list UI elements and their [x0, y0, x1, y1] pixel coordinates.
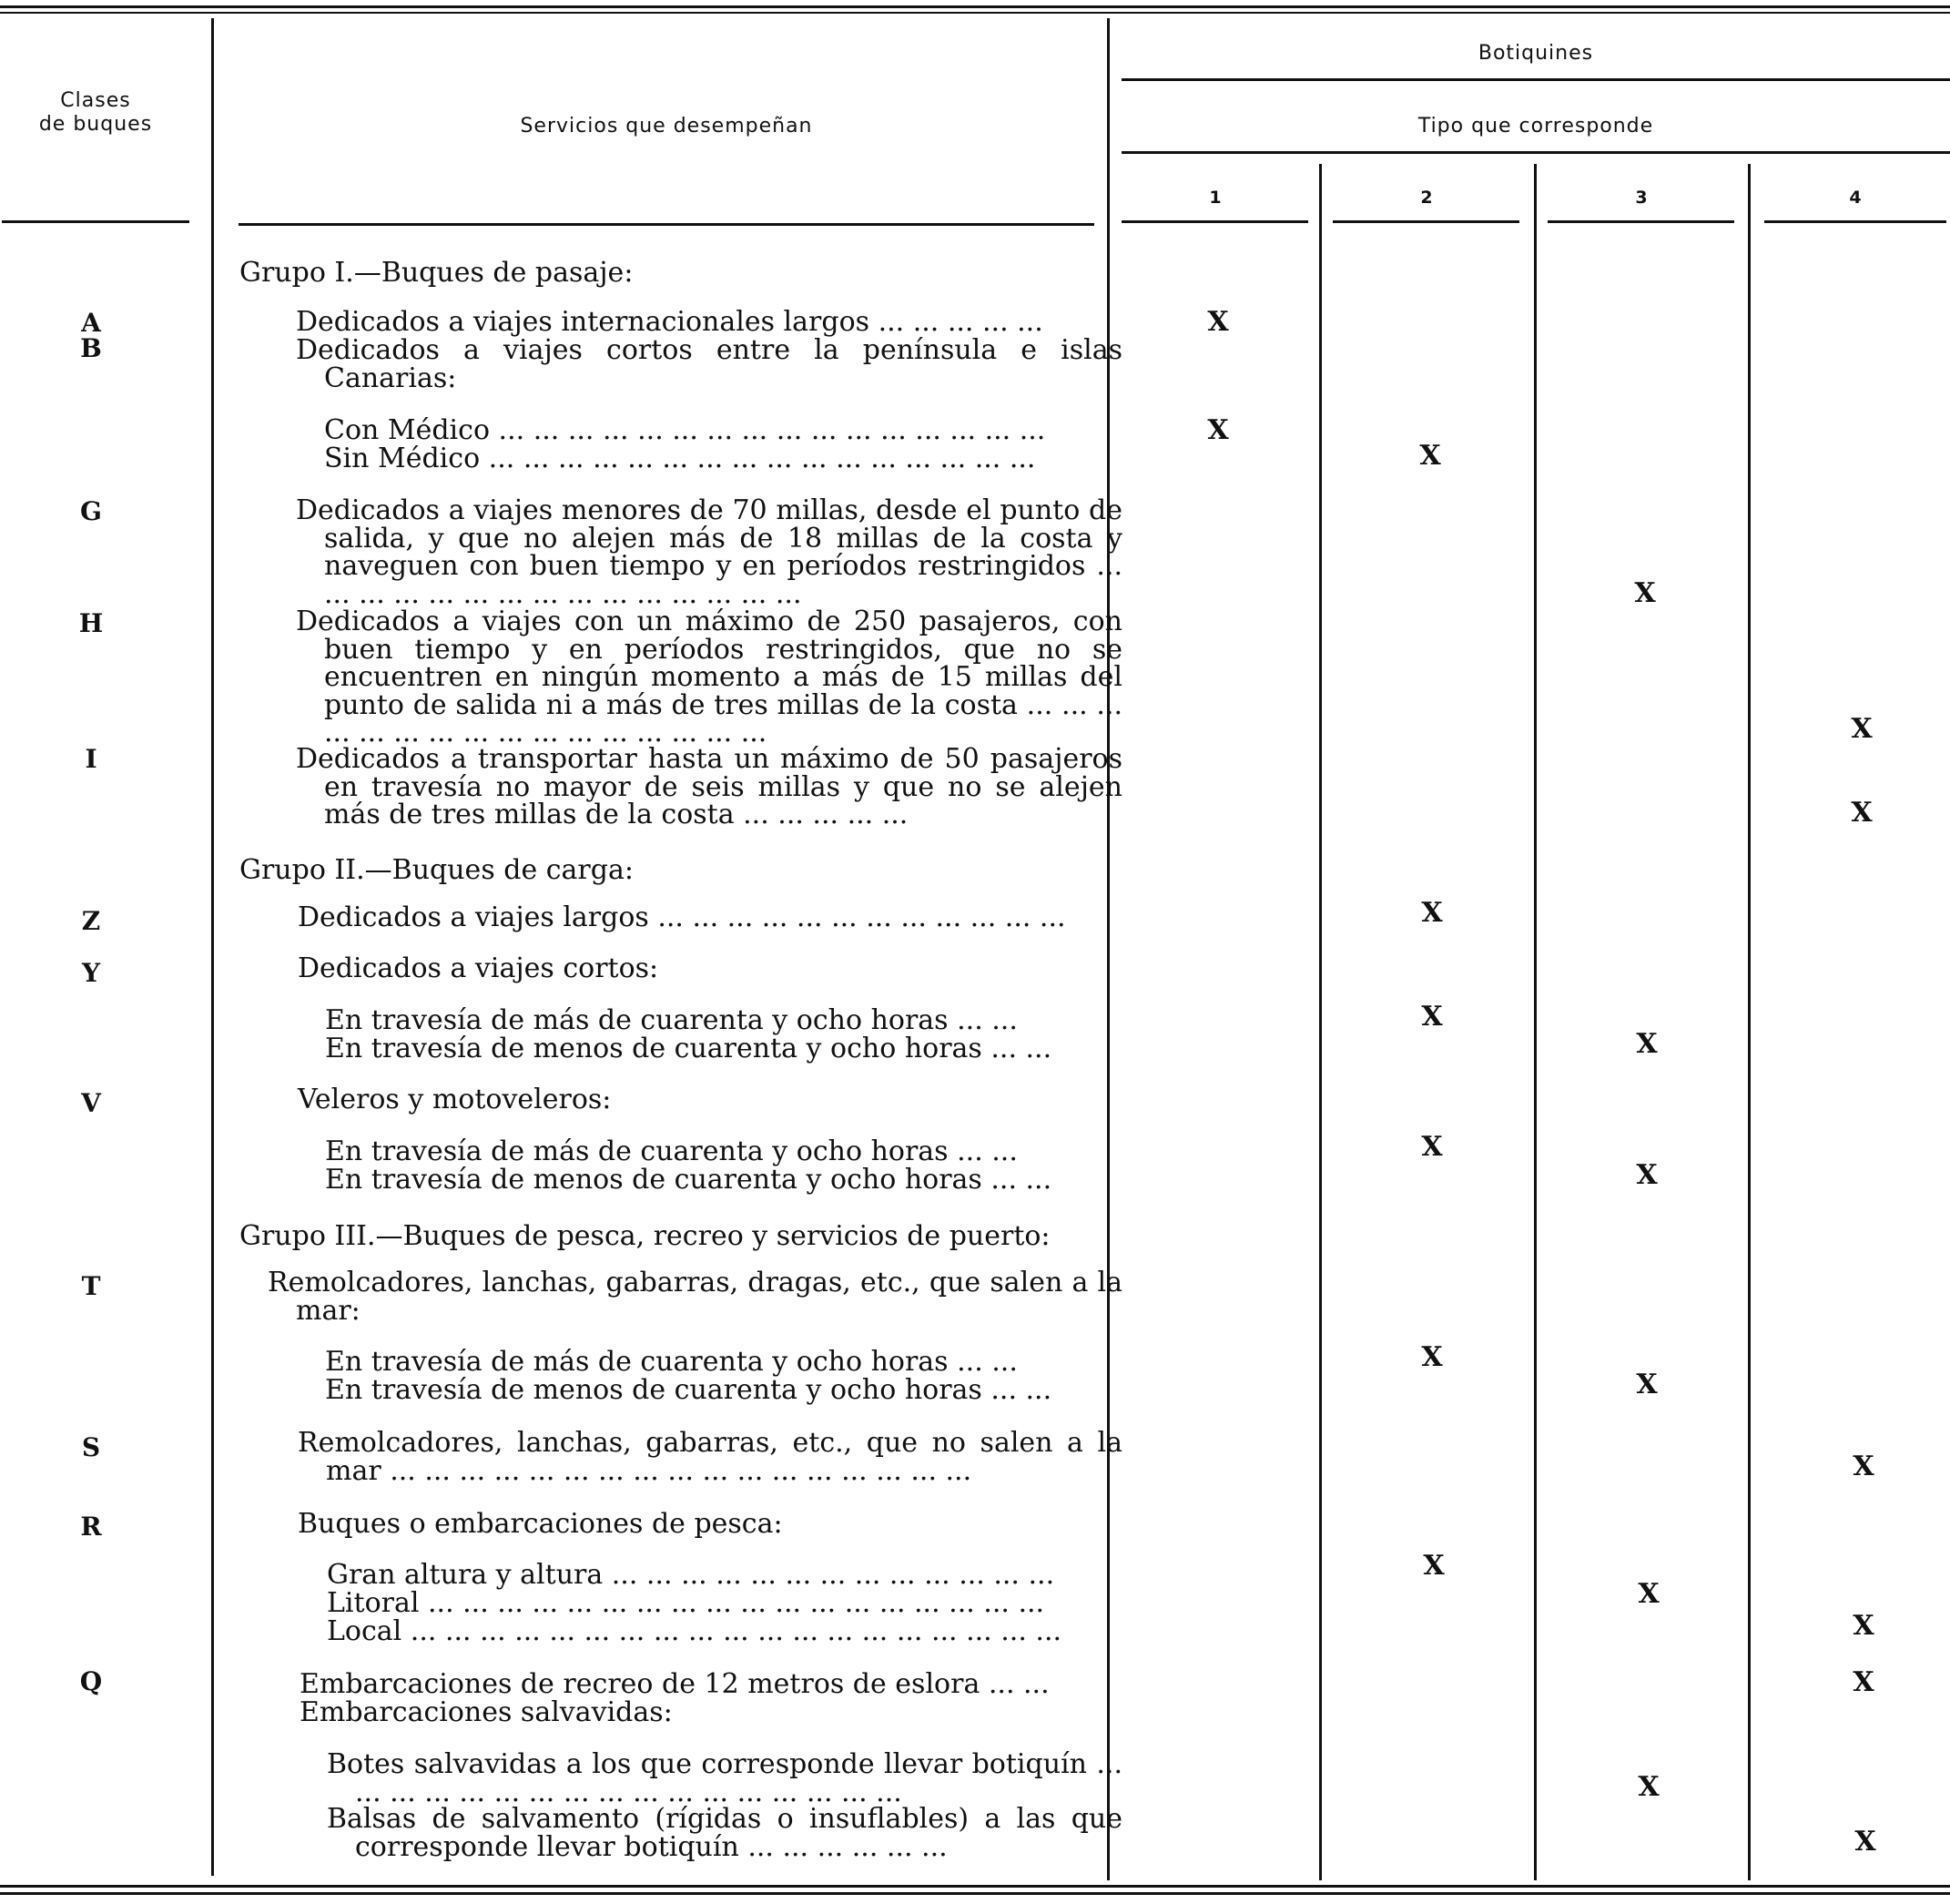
class-letter: T	[81, 1271, 101, 1301]
bottom-rule-2	[0, 1892, 1950, 1895]
service-row: En travesía de menos de cuarenta y ocho horas ... ...	[325, 1164, 1052, 1196]
service-row: Dedicados a viajes internacionales largos ... ... ... ... ...	[296, 306, 1043, 338]
header-tipo: Tipo que corresponde	[1417, 115, 1654, 137]
header-clases: Clases de buques	[38, 89, 153, 136]
mark-x: X	[1423, 1550, 1445, 1582]
mark-x: X	[1854, 1826, 1876, 1858]
rule-servicios	[239, 223, 1094, 226]
mark-x: X	[1421, 1001, 1443, 1033]
service-row: Veleros y motoveleros:	[298, 1084, 612, 1115]
service-row: Remolcadores, lanchas, gabarras, dragas, etc., que salen a la mar:	[268, 1267, 1122, 1327]
class-letter: I	[85, 744, 97, 774]
mark-x: X	[1636, 1369, 1658, 1400]
mark-x: X	[1421, 897, 1443, 929]
service-row: Dedicados a viajes cortos:	[298, 952, 659, 984]
service-row: Dedicados a viajes con un máximo de 250 pasajeros, con buen tiempo y en períodos restringidos, que no se encuentren en ningún momento a más de 15 millas del punto de salida ni a más de tres millas de la costa ... ... ... ... ... ... ... ... ... ... ... ... ... ... ... ...	[296, 606, 1122, 748]
service-row: En travesía de más de cuarenta y ocho horas ... ...	[325, 1004, 1018, 1036]
mark-x: X	[1419, 440, 1441, 472]
mark-x: X	[1421, 1341, 1443, 1373]
header-col-4: 4	[1849, 188, 1862, 208]
rule-tipo	[1122, 151, 1950, 154]
mark-x: X	[1638, 1771, 1660, 1803]
mark-x: X	[1851, 713, 1873, 745]
mark-x: X	[1853, 1610, 1874, 1642]
service-row: Embarcaciones de recreo de 12 metros de eslora ... ...	[300, 1668, 1050, 1700]
service-row: En travesía de menos de cuarenta y ocho horas ... ...	[325, 1374, 1052, 1406]
header-col-2: 2	[1420, 188, 1433, 208]
class-letter: A	[81, 308, 101, 338]
service-row: Con Médico ... ... ... ... ... ... ... ... ... ... ... ... ... ... ... ...	[324, 414, 1046, 446]
header-botiquines: Botiquines	[1478, 42, 1594, 65]
rule-col3	[1548, 220, 1734, 223]
service-row: Dedicados a viajes cortos entre la península e islas Canarias:	[296, 334, 1122, 394]
top-rule-1	[0, 5, 1950, 8]
service-row: Remolcadores, lanchas, gabarras, etc., que no salen a la mar ... ... ... ... ... ... ... ... ... ... ... ... ... ... ... ... ...	[298, 1427, 1122, 1487]
service-row: Embarcaciones salvavidas:	[300, 1696, 673, 1728]
col-divider-3	[1319, 164, 1322, 1880]
class-letter: B	[80, 333, 102, 363]
top-rule-2	[0, 12, 1950, 14]
service-row: En travesía de más de cuarenta y ocho horas ... ...	[325, 1346, 1018, 1378]
col-divider-5	[1748, 164, 1751, 1880]
service-row: Balsas de salvamento (rígidas o insuflables) a las que corresponde llevar botiquín ... ... ... ... ... ...	[327, 1803, 1122, 1863]
rule-clases	[2, 220, 189, 223]
service-row: Dedicados a viajes menores de 70 millas, desde el punto de salida, y que no alejen más de 18 millas de la costa y naveguen con buen tiempo y en períodos restringidos ... ... ... ... ... ... ... ... ... ... ... ... ... ... ...	[296, 494, 1122, 610]
service-row: Dedicados a viajes largos ... ... ... ... ... ... ... ... ... ... ... ...	[298, 901, 1066, 933]
mark-x: X	[1638, 1578, 1660, 1610]
service-row: Gran altura y altura ... ... ... ... ... ... ... ... ... ... ... ... ...	[327, 1559, 1055, 1591]
mark-x: X	[1853, 1666, 1874, 1698]
class-letter: G	[80, 496, 102, 526]
class-letter: Z	[81, 906, 101, 936]
col-divider-4	[1534, 164, 1537, 1880]
service-row: Dedicados a transportar hasta un máximo de 50 pasajeros en travesía no mayor de seis millas y que no se alejen más de tres millas de la costa ... ... ... ... ...	[296, 743, 1122, 830]
class-letter: S	[81, 1432, 101, 1462]
rule-col4	[1764, 220, 1946, 223]
mark-x: X	[1636, 1159, 1658, 1191]
class-letter: Q	[79, 1666, 103, 1696]
class-letter: V	[81, 1088, 101, 1118]
bottom-rule-1	[0, 1885, 1950, 1888]
service-row: Local ... ... ... ... ... ... ... ... ... ... ... ... ... ... ... ... ... ... ...	[327, 1615, 1062, 1647]
mark-x: X	[1636, 1028, 1658, 1060]
mark-x: X	[1207, 414, 1229, 446]
mark-x: X	[1851, 797, 1873, 829]
service-row: En travesía de más de cuarenta y ocho horas ... ...	[325, 1135, 1018, 1167]
group-heading-1: Grupo I.—Buques de pasaje:	[239, 257, 634, 289]
service-row: Buques o embarcaciones de pesca:	[298, 1508, 783, 1540]
rule-col1	[1122, 220, 1308, 223]
col-divider-1	[211, 18, 214, 1876]
mark-x: X	[1207, 306, 1229, 338]
mark-x: X	[1853, 1451, 1874, 1482]
rule-col2	[1333, 220, 1519, 223]
header-servicios: Servicios que desempeñan	[520, 115, 813, 137]
service-row: Litoral ... ... ... ... ... ... ... ... ... ... ... ... ... ... ... ... ... ...	[327, 1587, 1045, 1619]
class-letter: R	[80, 1512, 102, 1542]
service-row: Sin Médico ... ... ... ... ... ... ... ... ... ... ... ... ... ... ... ...	[324, 443, 1036, 474]
service-row: En travesía de menos de cuarenta y ocho horas ... ...	[325, 1033, 1052, 1064]
group-heading-2: Grupo II.—Buques de carga:	[239, 854, 634, 886]
mark-x: X	[1421, 1131, 1443, 1163]
header-col-3: 3	[1635, 188, 1648, 208]
service-row: Botes salvavidas a los que corresponde llevar botiquín ... ... ... ... ... ... ... ... ... ... ... ... ... ... ... ... ...	[327, 1748, 1122, 1808]
class-letter: Y	[82, 958, 100, 988]
header-col-1: 1	[1209, 188, 1222, 208]
mark-x: X	[1634, 577, 1656, 609]
rule-botiquines	[1122, 78, 1950, 81]
class-letter: H	[78, 608, 104, 638]
group-heading-3: Grupo III.—Buques de pesca, recreo y servicios de puerto:	[239, 1220, 1051, 1252]
